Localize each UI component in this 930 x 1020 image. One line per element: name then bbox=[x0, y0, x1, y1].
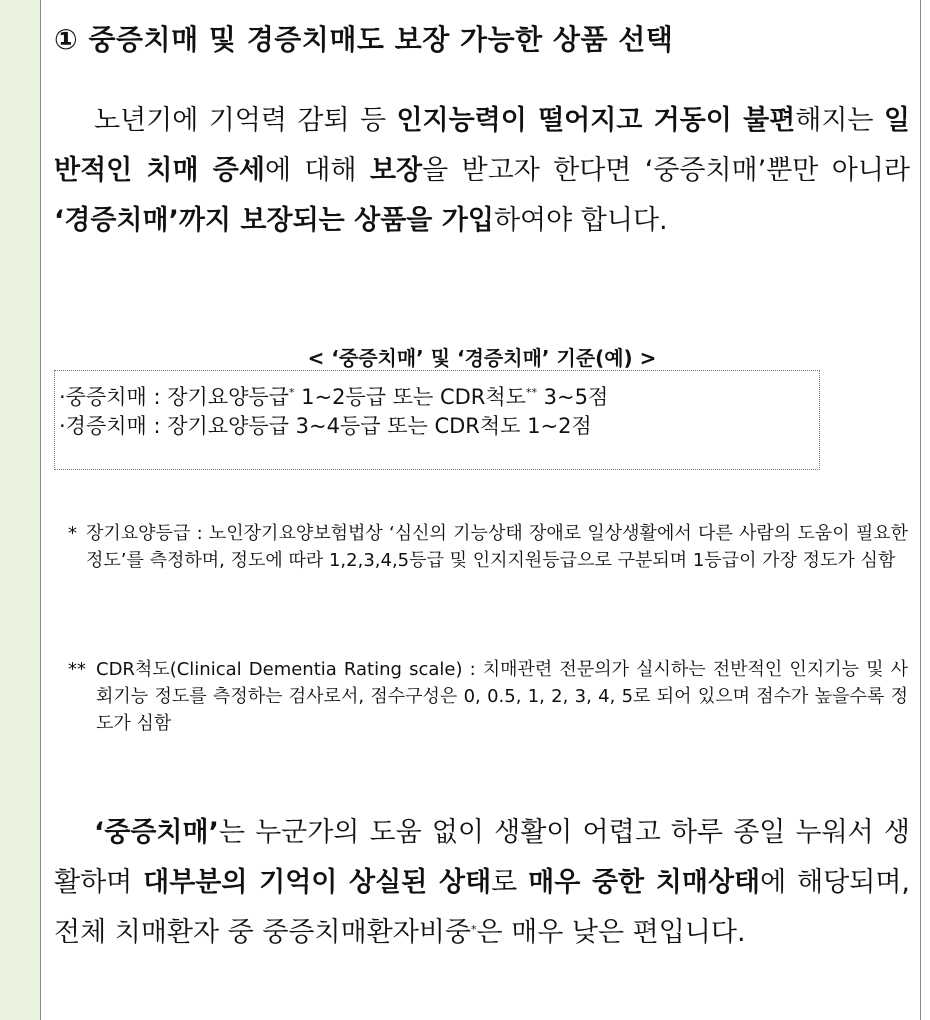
criteria-severe: ·중증치매 : 장기요양등급* 1~2등급 또는 CDR척도** 3~5점 bbox=[59, 385, 609, 409]
criteria-box bbox=[54, 370, 820, 470]
right-border-rule bbox=[920, 0, 921, 1020]
intro-paragraph bbox=[54, 96, 910, 246]
severe-dementia-paragraph bbox=[54, 808, 910, 958]
emphasis-cognitive-decline: 인지능력이 떨어지고 거동이 불편 bbox=[396, 105, 796, 136]
emphasis-common-symptoms: 일반적인 치매 증세 bbox=[54, 105, 910, 186]
severe-dementia-paragraph-text: ‘중증치매’는 누군가의 도움 없이 생활이 어렵고 하루 종일 누워서 생활하며 대부분의 기억이 상실된 상태로 매우 중한 치매상태에 해당되며, 전체 치매환자 중 중증치매환자비중*은 매우 낮은 편입니다. bbox=[54, 817, 910, 948]
left-margin-band bbox=[0, 0, 41, 1020]
footnote-cdr-scale bbox=[68, 656, 908, 737]
emphasis-mild-dementia-product: ‘경증치매’까지 보장되는 상품을 가입 bbox=[54, 205, 494, 236]
criteria-mild: ·경증치매 : 장기요양등급 3~4등급 또는 CDR척도 1~2점 bbox=[59, 414, 592, 438]
emphasis-severe-dementia: ‘중증치매’ bbox=[94, 817, 219, 848]
footnote-mark: ** bbox=[68, 659, 86, 680]
emphasis-coverage: 보장 bbox=[369, 155, 423, 186]
footnote-mark: * bbox=[68, 523, 77, 544]
emphasis-severe-state: 매우 중한 치매상태 bbox=[528, 867, 761, 898]
intro-paragraph-text: 노년기에 기억력 감퇴 등 인지능력이 떨어지고 거동이 불편해지는 일반적인 치매 증세에 대해 보장을 받고자 한다면 ‘중증치매’뿐만 아니라 ‘경증치매’까지 보장되는 상품을 가입하여야 합니다. bbox=[54, 105, 910, 236]
section-title: ① 중증치매 및 경증치매도 보장 가능한 상품 선택 bbox=[54, 23, 674, 56]
emphasis-memory-loss: 대부분의 기억이 상실된 상태 bbox=[143, 867, 492, 898]
criteria-caption: < ‘중증치매’ 및 ‘경증치매’ 기준(예) > bbox=[307, 346, 657, 370]
footnote-text: CDR척도(Clinical Dementia Rating scale) : 치매관련 전문의가 실시하는 전반적인 인지기능 및 사회기능 정도를 측정하는 검사로서, 점수구성은 0, 0.5, 1, 2, 3, 4, 5로 되어 있으며 점수가 높을수록 정도가 심함 bbox=[96, 659, 908, 734]
footnote-text: 장기요양등급 : 노인장기요양보험법상 ‘심신의 기능상태 장애로 일상생활에서 다른 사람의 도움이 필요한 정도’를 측정하며, 정도에 따라 1,2,3,4,5등급 및 인지지원등급으로 구분되며 1등급이 가장 정도가 심함 bbox=[86, 523, 908, 571]
footnote-long-term-care-grade bbox=[68, 520, 908, 574]
